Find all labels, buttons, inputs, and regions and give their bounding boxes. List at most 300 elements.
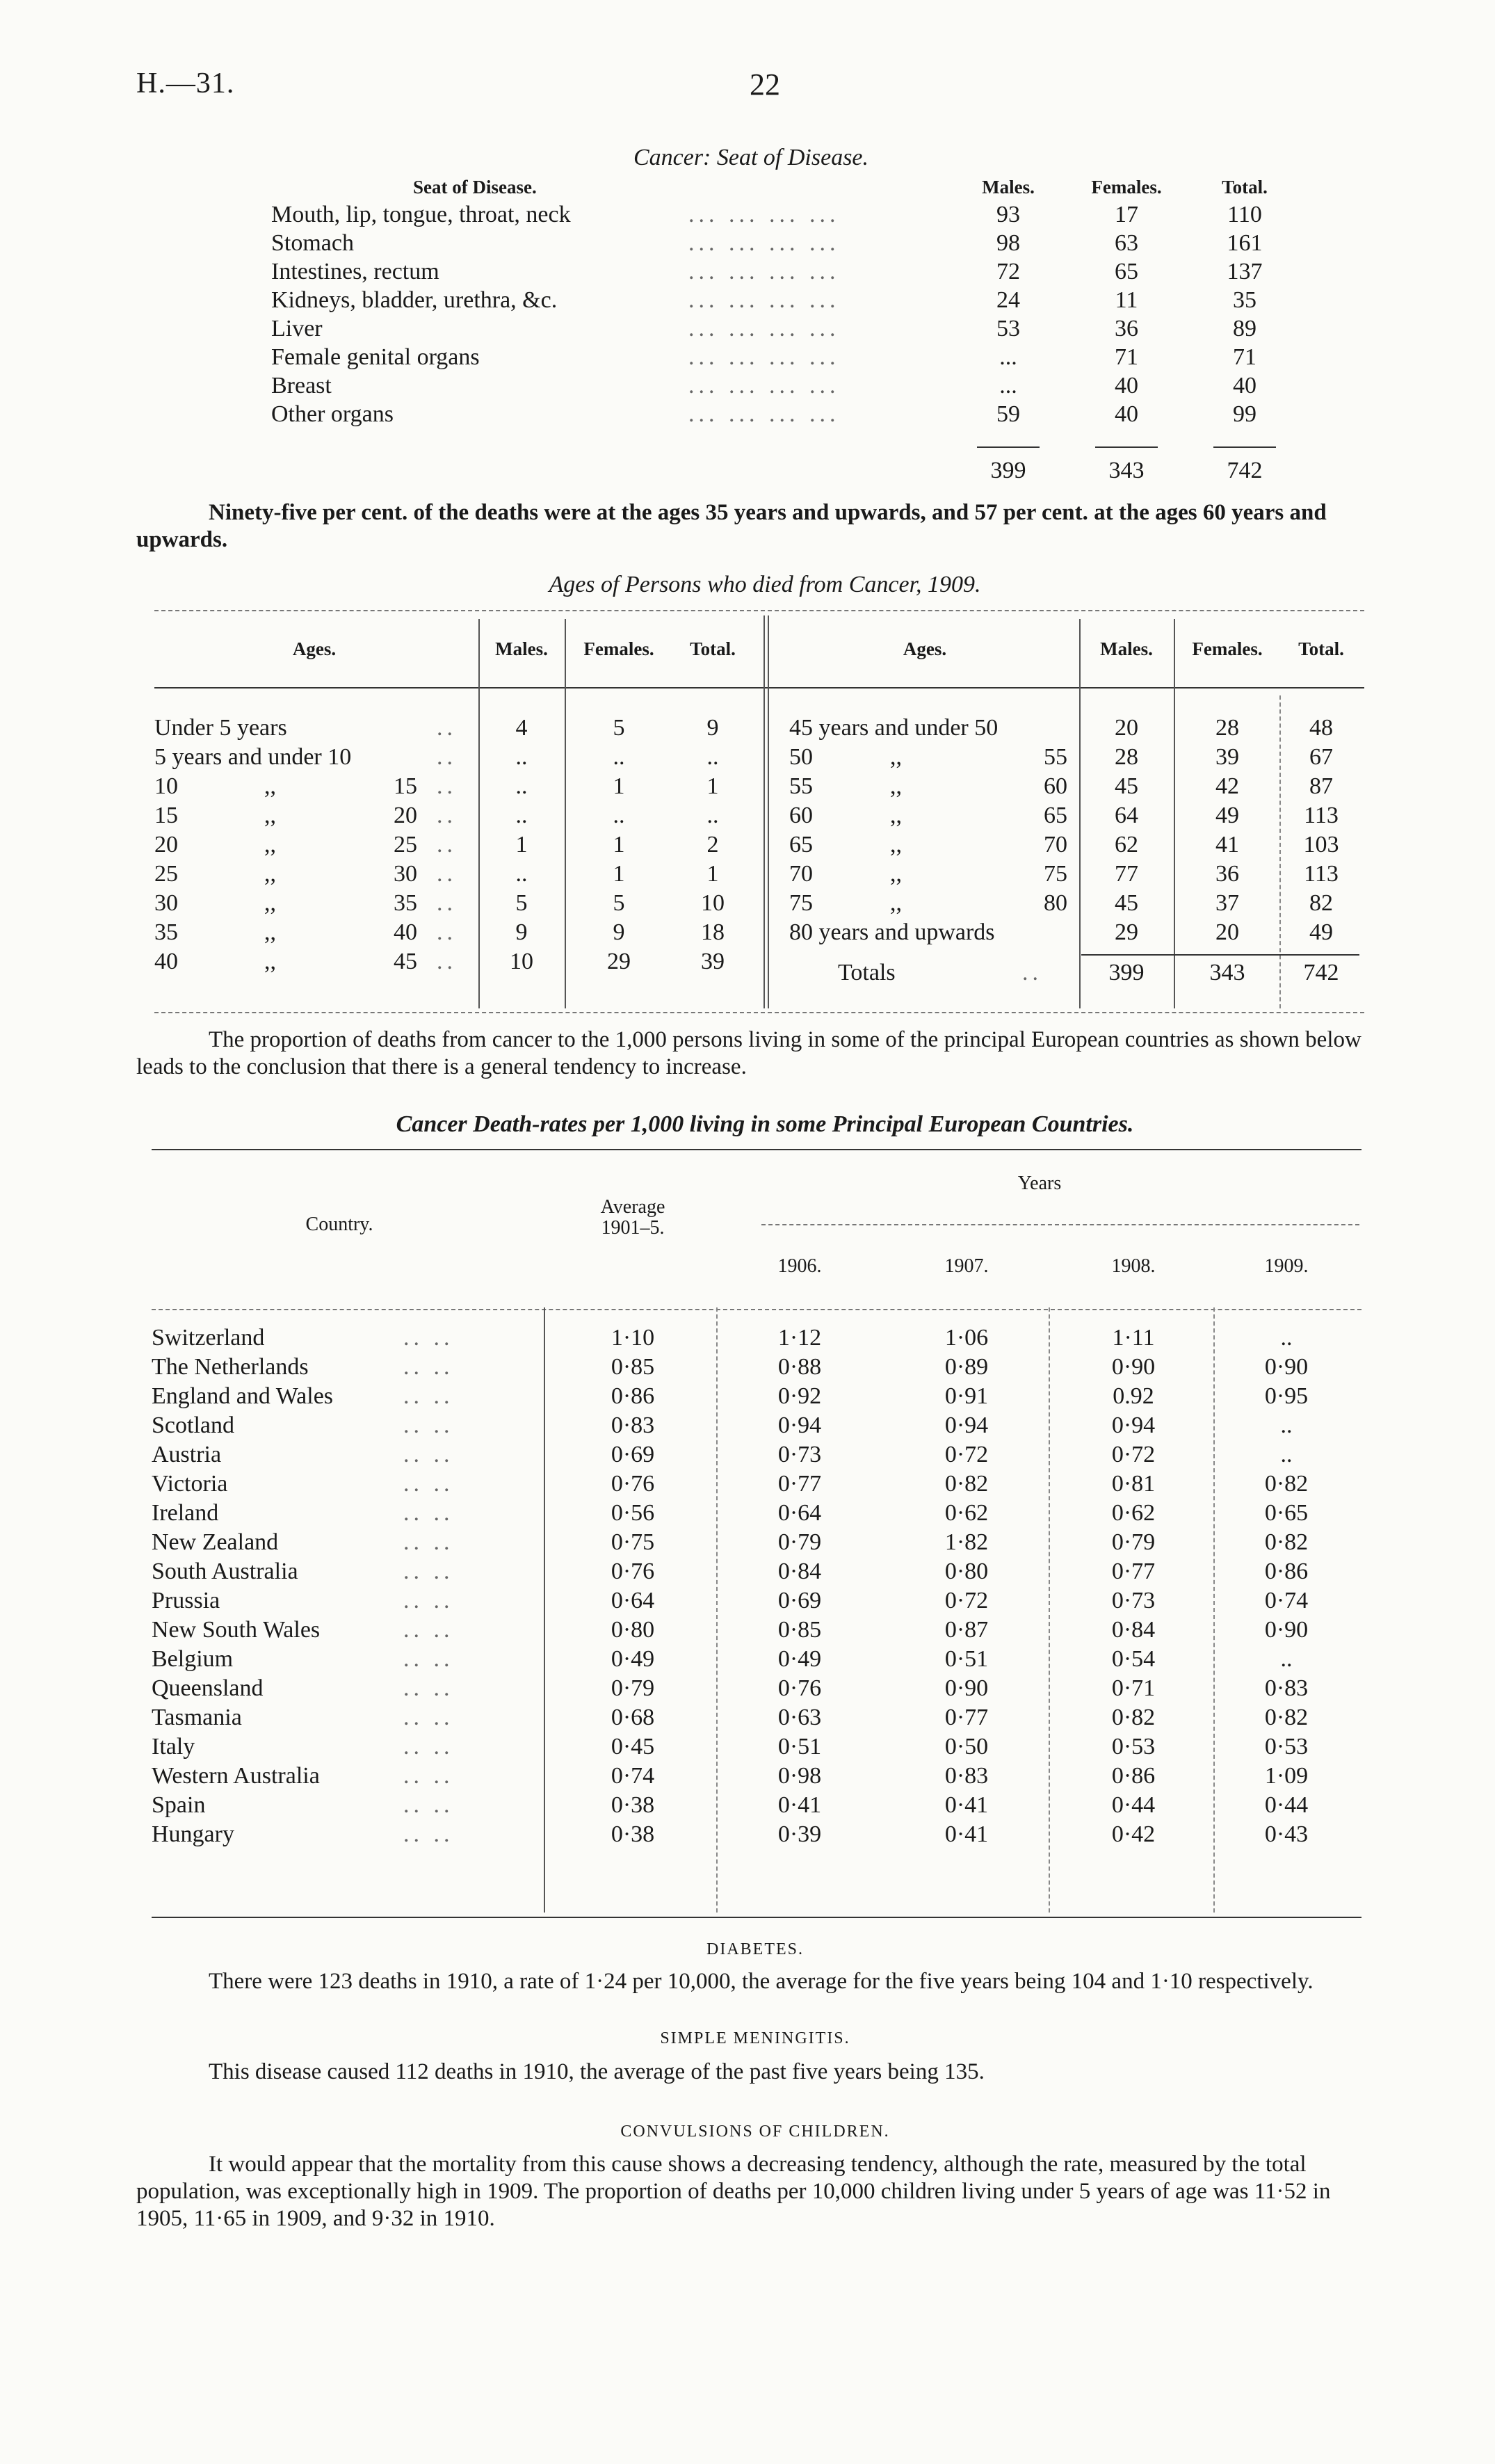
ages-left-ages-header: Ages. (292, 638, 337, 659)
seat-males: ... (999, 373, 1017, 398)
diabetes-heading: DIABETES. (706, 1940, 804, 1958)
seat-females: 71 (1115, 344, 1138, 370)
ages-females: .. (613, 744, 625, 770)
page-number: 22 (750, 67, 780, 102)
seat-females-header: Females. (1091, 177, 1162, 198)
ages-to: 75 (1044, 861, 1067, 887)
rates-years-header: Years (1017, 1173, 1062, 1194)
rates-1908: 1·11 (1112, 1325, 1155, 1351)
rates-1907: 0·89 (944, 1354, 989, 1380)
rates-average: 0·56 (611, 1500, 655, 1526)
rates-1908: 0·73 (1111, 1588, 1156, 1613)
seat-males: 93 (996, 202, 1020, 227)
ages-males: 20 (1115, 715, 1138, 741)
ages-total: 10 (701, 890, 725, 916)
ages-table-top-rule (154, 610, 1364, 611)
ages-females: 29 (607, 949, 631, 974)
rates-average: 0·80 (611, 1617, 655, 1643)
ages-totals-males: 399 (1108, 960, 1145, 985)
ages-ditto: ,, (890, 744, 902, 770)
seat-females: 40 (1115, 401, 1138, 427)
rates-1906: 0·88 (777, 1354, 822, 1380)
rates-average: 0·75 (611, 1529, 655, 1555)
seat-table-title: Cancer: Seat of Disease. (633, 145, 869, 170)
ages-to: 40 (394, 919, 417, 945)
seat-males: 53 (996, 316, 1020, 341)
rates-table-title: Cancer Death-rates per 1,000 living in some Principal European Countries. (396, 1111, 1134, 1137)
rates-1908: 0·71 (1111, 1675, 1156, 1701)
rates-1909-header: 1909. (1264, 1255, 1309, 1277)
seat-males: ... (999, 344, 1017, 370)
rates-1906: 0·73 (777, 1442, 822, 1467)
rates-1908: 0·53 (1111, 1734, 1156, 1760)
ages-totals-rule (1081, 954, 1359, 956)
ages-females: 5 (613, 890, 625, 916)
rates-1909: 0·53 (1264, 1734, 1309, 1760)
rates-country: Switzerland (152, 1325, 265, 1351)
rates-leader: .. .. (403, 1559, 454, 1584)
rates-country: Ireland (152, 1500, 219, 1526)
rates-leader: .. .. (403, 1442, 454, 1467)
seat-col-header: Seat of Disease. (413, 177, 537, 198)
ages-females: 1 (613, 861, 625, 887)
ages-right-total-header: Total. (1298, 638, 1344, 659)
rates-leader: .. .. (403, 1763, 454, 1789)
seat-total-females: 343 (1108, 458, 1145, 483)
rates-1909: .. (1280, 1442, 1293, 1467)
rates-1908: 0·94 (1111, 1412, 1156, 1438)
ages-ditto: ,, (890, 861, 902, 887)
ages-leader: .. (437, 803, 457, 828)
rates-country: Italy (152, 1734, 195, 1760)
ages-to: 60 (1044, 773, 1067, 799)
rates-1908: 0·44 (1111, 1792, 1156, 1818)
rates-1909: 0·82 (1264, 1529, 1309, 1555)
ages-females: .. (613, 803, 625, 828)
ages-from: 35 (154, 919, 178, 945)
rates-leader: .. .. (403, 1354, 454, 1380)
rates-1906: 0·94 (777, 1412, 822, 1438)
rates-1909: 1·09 (1264, 1763, 1309, 1789)
rates-table-top-rule (152, 1149, 1361, 1150)
rates-1907: 0·72 (944, 1442, 989, 1467)
rates-leader: .. .. (403, 1588, 454, 1613)
rates-country: Belgium (152, 1646, 234, 1672)
ages-leader: .. (437, 832, 457, 857)
ages-males: 64 (1115, 803, 1138, 828)
ages-totals-females: 343 (1209, 960, 1245, 985)
ages-females: 9 (613, 919, 625, 945)
rates-country: Scotland (152, 1412, 234, 1438)
seat-total: 99 (1233, 401, 1256, 427)
ages-bottom-rule (154, 1012, 1364, 1013)
rates-average: 0·45 (611, 1734, 655, 1760)
ages-males: 4 (515, 715, 528, 741)
paragraph-european-trend: The proportion of deaths from cancer to the 1,000 persons living in some of the principal European countries as shown below leads to the conclusion that there is a general tendency to increase. (136, 1027, 1361, 1079)
ages-ditto: ,, (890, 832, 902, 857)
ages-range-label: 5 years and under 10 (154, 744, 352, 770)
rates-country: Tasmania (152, 1705, 242, 1730)
seat-leader: ... ... ... ... (688, 316, 840, 341)
ages-totals-total: 742 (1303, 960, 1339, 985)
rates-1906: 0·49 (777, 1646, 822, 1672)
rates-1909: .. (1280, 1646, 1293, 1672)
rates-years-rule (761, 1224, 1359, 1225)
ages-left-males-header: Males. (495, 638, 548, 659)
rates-leader: .. .. (403, 1325, 454, 1351)
ages-total: 49 (1309, 919, 1333, 945)
rates-average: 0·76 (611, 1559, 655, 1584)
ages-males: 1 (515, 832, 528, 857)
seat-name: Mouth, lip, tongue, throat, neck (271, 202, 571, 227)
rates-1909: 0·86 (1264, 1559, 1309, 1584)
rates-1907: 0·91 (944, 1383, 989, 1409)
seat-leader: ... ... ... ... (688, 401, 840, 427)
ages-females: 20 (1215, 919, 1239, 945)
rates-1909: 0·90 (1264, 1354, 1309, 1380)
seat-females: 17 (1115, 202, 1138, 227)
ages-header-rule (154, 687, 1364, 689)
rates-country: Western Australia (152, 1763, 320, 1789)
ages-total: 1 (706, 773, 719, 799)
ages-males: 62 (1115, 832, 1138, 857)
rates-1908: 0·72 (1111, 1442, 1156, 1467)
rates-1908: 0·54 (1111, 1646, 1156, 1672)
rates-country: Austria (152, 1442, 222, 1467)
seat-name: Liver (271, 316, 323, 341)
rates-leader: .. .. (403, 1792, 454, 1818)
rates-1909: 0·43 (1264, 1821, 1309, 1847)
rates-1906: 0·79 (777, 1529, 822, 1555)
ages-females: 1 (613, 773, 625, 799)
ages-to: 80 (1044, 890, 1067, 916)
rates-1906: 0·85 (777, 1617, 822, 1643)
rates-1907: 0·94 (944, 1412, 989, 1438)
rates-country: New Zealand (152, 1529, 279, 1555)
paragraph-age-summary: Ninety-five per cent. of the deaths were at the ages 35 years and upwards, and 57 per cent. at the ages 60 years and upwards. (136, 500, 1327, 552)
rates-1906: 1·12 (777, 1325, 822, 1351)
ages-females: 1 (613, 832, 625, 857)
ages-males: 10 (510, 949, 533, 974)
seat-leader: ... ... ... ... (688, 344, 840, 370)
rates-average: 0·49 (611, 1646, 655, 1672)
rates-leader: .. .. (403, 1675, 454, 1701)
rates-1906: 0·92 (777, 1383, 822, 1409)
rates-country: Prussia (152, 1588, 220, 1613)
ages-males: 28 (1115, 744, 1138, 770)
ages-ditto: ,, (264, 890, 276, 916)
rates-header-rule (152, 1309, 1361, 1310)
ages-ditto: ,, (264, 832, 276, 857)
ages-left-total-header: Total. (690, 638, 736, 659)
ages-from: 50 (789, 744, 813, 770)
ages-leader: .. (437, 715, 457, 741)
seat-total: 161 (1227, 230, 1263, 256)
rates-leader: .. .. (403, 1821, 454, 1847)
ages-males: 29 (1115, 919, 1138, 945)
ages-females: 5 (613, 715, 625, 741)
ages-from: 65 (789, 832, 813, 857)
ages-total: 103 (1303, 832, 1339, 857)
rates-1906: 0·63 (777, 1705, 822, 1730)
ages-leader: .. (437, 773, 457, 799)
ages-males: 77 (1115, 861, 1138, 887)
convulsions-heading: CONVULSIONS OF CHILDREN. (620, 2123, 890, 2141)
seat-males-header: Males. (982, 177, 1035, 198)
rates-1909: 0·83 (1264, 1675, 1309, 1701)
ages-males: 45 (1115, 890, 1138, 916)
rates-1909: 0·82 (1264, 1471, 1309, 1497)
ages-range-label: Under 5 years (154, 715, 287, 741)
rates-average: 1·10 (611, 1325, 655, 1351)
meningitis-text: This disease caused 112 deaths in 1910, the average of the past five years being 135. (209, 2059, 985, 2084)
rates-1908: 0·82 (1111, 1705, 1156, 1730)
ages-vrule-mid-a (763, 615, 765, 1008)
rates-average: 0·64 (611, 1588, 655, 1613)
ages-total: 113 (1304, 803, 1339, 828)
rates-1906: 0·51 (777, 1734, 822, 1760)
ages-from: 75 (789, 890, 813, 916)
diabetes-text: There were 123 deaths in 1910, a rate of 1·24 per 10,000, the average for the five years being 104 and 1·10 respectively. (209, 1969, 1314, 1994)
ages-males: 45 (1115, 773, 1138, 799)
ages-vrule-3 (1079, 619, 1081, 1008)
seat-total-header: Total. (1222, 177, 1268, 198)
seat-females: 65 (1115, 259, 1138, 284)
rates-country: Queensland (152, 1675, 264, 1701)
ages-from: 70 (789, 861, 813, 887)
rates-1906: 0·76 (777, 1675, 822, 1701)
ages-total: 1 (706, 861, 719, 887)
seat-total: 110 (1227, 202, 1262, 227)
rates-average-header: Average (600, 1196, 665, 1218)
seat-total-total: 742 (1227, 458, 1263, 483)
ages-total: 82 (1309, 890, 1333, 916)
ages-ditto: ,, (264, 919, 276, 945)
ages-from: 15 (154, 803, 178, 828)
ages-males: .. (515, 773, 528, 799)
seat-name: Intestines, rectum (271, 259, 439, 284)
seat-name: Other organs (271, 401, 394, 427)
rates-1906-header: 1906. (777, 1255, 822, 1277)
rates-average: 0·38 (611, 1792, 655, 1818)
rates-1908: 0·79 (1111, 1529, 1156, 1555)
ages-ditto: ,, (264, 803, 276, 828)
ages-from: 40 (154, 949, 178, 974)
ages-ditto: ,, (264, 773, 276, 799)
ages-from: 30 (154, 890, 178, 916)
ages-ditto: ,, (890, 773, 902, 799)
rates-average: 0·85 (611, 1354, 655, 1380)
rates-1906: 0·41 (777, 1792, 822, 1818)
seat-total: 40 (1233, 373, 1256, 398)
rates-1907: 0·50 (944, 1734, 989, 1760)
ages-males: .. (515, 744, 528, 770)
ages-vrule-2 (565, 619, 566, 1008)
seat-total-rule-total (1213, 446, 1276, 448)
ages-males: .. (515, 803, 528, 828)
ages-left-females-header: Females. (583, 638, 654, 659)
rates-1908: 0·81 (1111, 1471, 1156, 1497)
ages-to: 45 (394, 949, 417, 974)
rates-1909: .. (1280, 1412, 1293, 1438)
seat-name: Kidneys, bladder, urethra, &c. (271, 287, 558, 313)
ages-from: 55 (789, 773, 813, 799)
ages-total: 87 (1309, 773, 1333, 799)
rates-1907: 0·62 (944, 1500, 989, 1526)
seat-females: 63 (1115, 230, 1138, 256)
seat-males: 72 (996, 259, 1020, 284)
ages-ditto: ,, (890, 803, 902, 828)
ages-leader: .. (437, 890, 457, 916)
rates-1906: 0·98 (777, 1763, 822, 1789)
seat-total-rule-males (977, 446, 1040, 448)
rates-1909: 0·82 (1264, 1705, 1309, 1730)
ages-leader: .. (437, 861, 457, 887)
ages-males: .. (515, 861, 528, 887)
rates-leader: .. .. (403, 1734, 454, 1760)
seat-total: 71 (1233, 344, 1256, 370)
ages-females: 28 (1215, 715, 1239, 741)
rates-1909: 0·95 (1264, 1383, 1309, 1409)
seat-name: Stomach (271, 230, 354, 256)
rates-country: England and Wales (152, 1383, 334, 1409)
ages-from: 60 (789, 803, 813, 828)
ages-ditto: ,, (264, 861, 276, 887)
ages-leader: .. (437, 919, 457, 945)
rates-1909: 0·65 (1264, 1500, 1309, 1526)
rates-country: Spain (152, 1792, 206, 1818)
rates-1907: 0·83 (944, 1763, 989, 1789)
seat-males: 24 (996, 287, 1020, 313)
ages-total: 67 (1309, 744, 1333, 770)
seat-males: 98 (996, 230, 1020, 256)
rates-average: 0·79 (611, 1675, 655, 1701)
ages-range-label: 80 years and upwards (789, 919, 995, 945)
rates-country: New South Wales (152, 1617, 321, 1643)
ages-totals-leader: .. (1022, 960, 1042, 985)
rates-1908: 0·84 (1111, 1617, 1156, 1643)
rates-1907: 0·87 (944, 1617, 989, 1643)
rates-country: Hungary (152, 1821, 234, 1847)
ages-to: 30 (394, 861, 417, 887)
seat-females: 11 (1115, 287, 1138, 313)
rates-1907: 0·82 (944, 1471, 989, 1497)
rates-average: 0·86 (611, 1383, 655, 1409)
ages-right-ages-header: Ages. (903, 638, 947, 659)
ages-total: 18 (701, 919, 725, 945)
ages-ditto: ,, (264, 949, 276, 974)
ages-total: .. (706, 744, 719, 770)
rates-1908: 0·86 (1111, 1763, 1156, 1789)
seat-name: Breast (271, 373, 332, 398)
rates-1909: 0·74 (1264, 1588, 1309, 1613)
seat-leader: ... ... ... ... (688, 259, 840, 284)
rates-1908: 0·42 (1111, 1821, 1156, 1847)
rates-1906: 0·84 (777, 1559, 822, 1584)
ages-right-males-header: Males. (1100, 638, 1153, 659)
rates-1908-header: 1908. (1111, 1255, 1156, 1277)
rates-1909: 0·44 (1264, 1792, 1309, 1818)
seat-total: 89 (1233, 316, 1256, 341)
ages-leader: .. (437, 744, 457, 770)
ages-females: 42 (1215, 773, 1239, 799)
rates-leader: .. .. (403, 1383, 454, 1409)
rates-average: 0·76 (611, 1471, 655, 1497)
rates-average: 0·74 (611, 1763, 655, 1789)
rates-1908: 0·62 (1111, 1500, 1156, 1526)
ages-total: .. (706, 803, 719, 828)
rates-country: The Netherlands (152, 1354, 309, 1380)
seat-females: 36 (1115, 316, 1138, 341)
document-reference: H.—31. (136, 67, 235, 99)
rates-average: 0·68 (611, 1705, 655, 1730)
rates-1907: 0·90 (944, 1675, 989, 1701)
ages-from: 20 (154, 832, 178, 857)
rates-1907: 1·06 (944, 1325, 989, 1351)
ages-from: 25 (154, 861, 178, 887)
ages-to: 15 (394, 773, 417, 799)
seat-leader: ... ... ... ... (688, 373, 840, 398)
seat-total: 35 (1233, 287, 1256, 313)
ages-from: 10 (154, 773, 178, 799)
rates-1907: 0·77 (944, 1705, 989, 1730)
rates-country: Victoria (152, 1471, 228, 1497)
rates-1906: 0·69 (777, 1588, 822, 1613)
rates-average-years-header: 1901–5. (601, 1217, 665, 1239)
ages-females: 49 (1215, 803, 1239, 828)
ages-total: 9 (706, 715, 719, 741)
ages-to: 70 (1044, 832, 1067, 857)
ages-males: 5 (515, 890, 528, 916)
ages-males: 9 (515, 919, 528, 945)
seat-females: 40 (1115, 373, 1138, 398)
meningitis-heading: SIMPLE MENINGITIS. (660, 2029, 850, 2047)
seat-leader: ... ... ... ... (688, 287, 840, 313)
rates-average: 0·83 (611, 1412, 655, 1438)
seat-males: 59 (996, 401, 1020, 427)
rates-1908: 0·77 (1111, 1559, 1156, 1584)
rates-1907: 0·41 (944, 1792, 989, 1818)
rates-1906: 0·64 (777, 1500, 822, 1526)
rates-leader: .. .. (403, 1529, 454, 1555)
ages-to: 25 (394, 832, 417, 857)
rates-leader: .. .. (403, 1500, 454, 1526)
rates-leader: .. .. (403, 1646, 454, 1672)
ages-females: 41 (1215, 832, 1239, 857)
seat-total-rule-females (1095, 446, 1158, 448)
ages-vrule-mid-b (768, 615, 769, 1008)
ages-total: 39 (701, 949, 725, 974)
rates-1907: 0·80 (944, 1559, 989, 1584)
seat-leader: ... ... ... ... (688, 202, 840, 227)
convulsions-text: It would appear that the mortality from this cause shows a decreasing tendency, although the rate, measured by the total population, was exceptionally high in 1909. The proportion of deaths per 10,000 children living under 5 years of age was 11·52 in 1905, 11·65 in 1909, and 9·32 in 1910. (136, 2152, 1331, 2231)
rates-1909: .. (1280, 1325, 1293, 1351)
ages-females: 37 (1215, 890, 1239, 916)
ages-females: 36 (1215, 861, 1239, 887)
rates-country: South Australia (152, 1559, 298, 1584)
rates-1907: 0·41 (944, 1821, 989, 1847)
ages-range-label: 45 years and under 50 (789, 715, 999, 741)
ages-to: 55 (1044, 744, 1067, 770)
ages-total: 113 (1304, 861, 1339, 887)
ages-females: 39 (1215, 744, 1239, 770)
ages-totals-label: Totals (838, 960, 896, 985)
rates-leader: .. .. (403, 1412, 454, 1438)
ages-to: 20 (394, 803, 417, 828)
ages-to: 65 (1044, 803, 1067, 828)
ages-to: 35 (394, 890, 417, 916)
rates-average: 0·38 (611, 1821, 655, 1847)
